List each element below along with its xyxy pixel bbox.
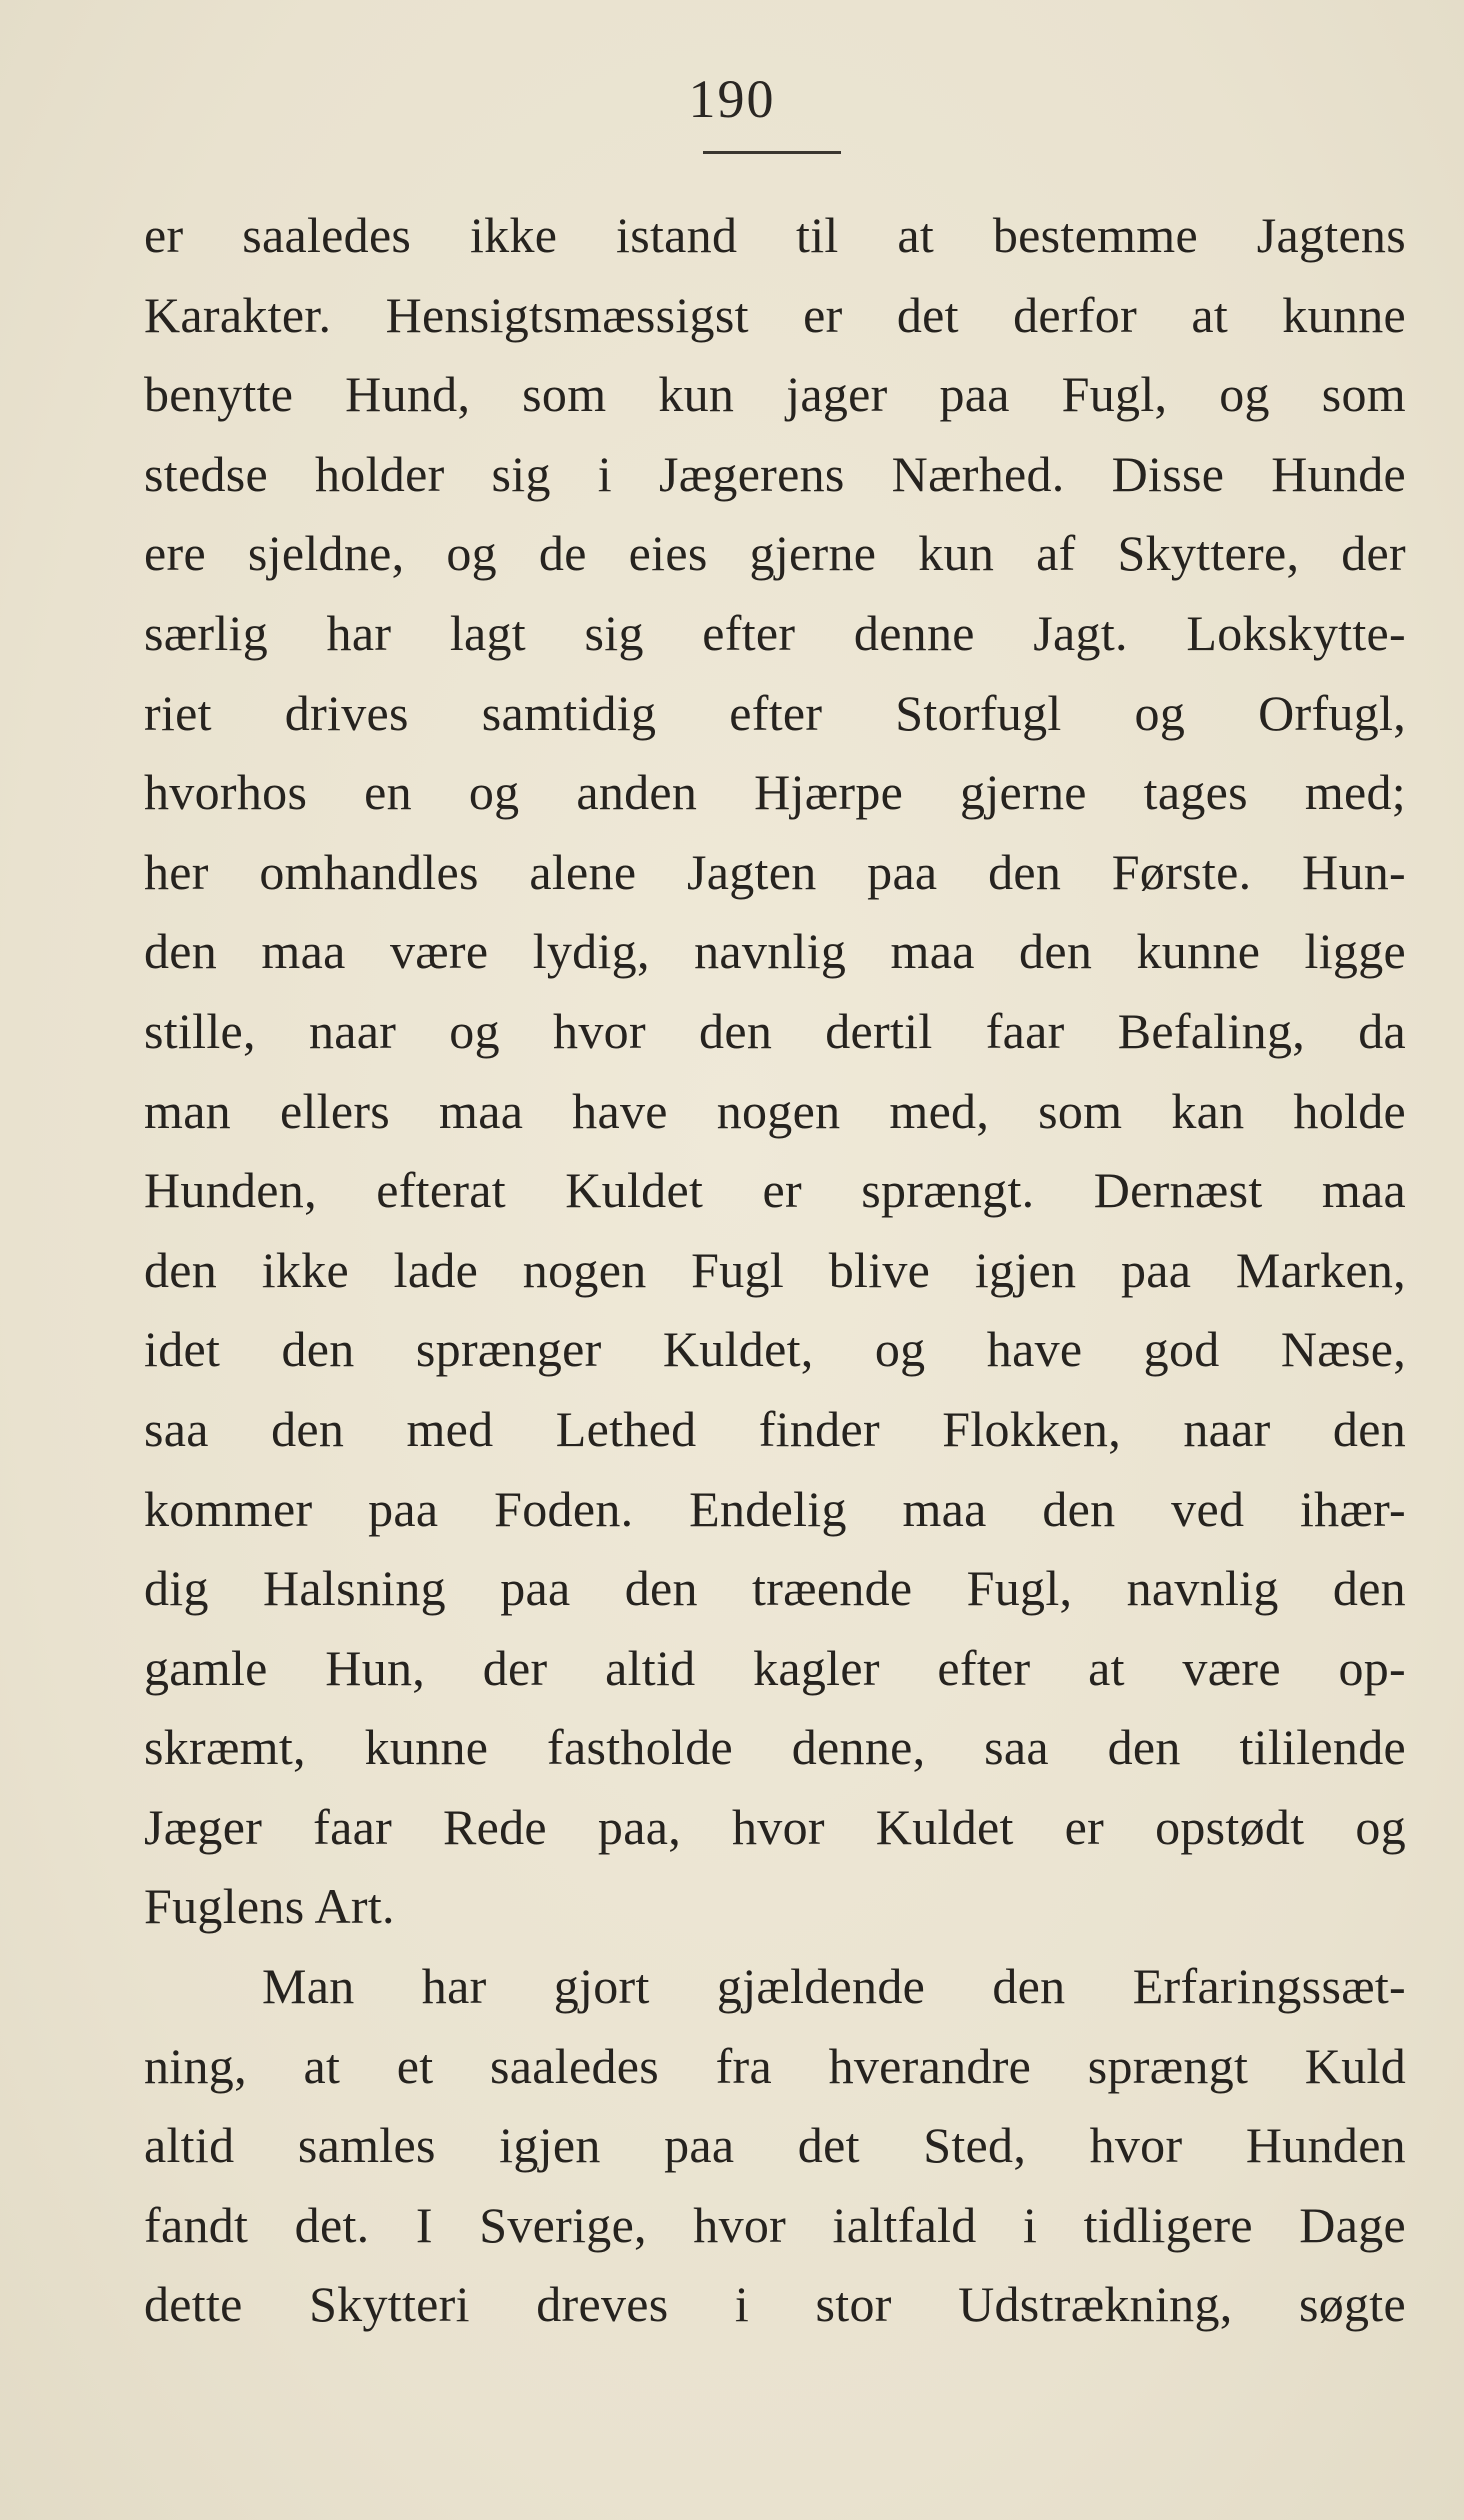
text-line: Hunden, efterat Kuldet er sprængt. Dernæst maa [144, 1162, 1406, 1219]
text-line-paragraph-start: Man har gjort gjældende den Erfaringssæt- [262, 1958, 1406, 2015]
text-line: idet den sprænger Kuldet, og have god Næse, [144, 1321, 1406, 1378]
text-line: skræmt, kunne fastholde denne, saa den tililende [144, 1719, 1406, 1776]
text-line: her omhandles alene Jagten paa den Første. Hun- [144, 843, 1406, 900]
text-line-paragraph-end: Fuglens Art. [144, 1878, 395, 1935]
text-line: riet drives samtidig efter Storfugl og Orfugl, [144, 684, 1406, 741]
text-line: dig Halsning paa den træende Fugl, navnlig den [144, 1560, 1406, 1617]
page-number-rule [703, 151, 841, 154]
text-line: fandt det. I Sverige, hvor ialtfald i tidligere Dage [144, 2196, 1406, 2253]
text-line: ning, at et saaledes fra hverandre sprængt Kuld [144, 2037, 1406, 2094]
text-line: dette Skytteri dreves i stor Udstrækning, søgte [144, 2276, 1406, 2333]
text-line: ere sjeldne, og de eies gjerne kun af Skyttere, der [144, 525, 1406, 582]
text-line: hvorhos en og anden Hjærpe gjerne tages med; [144, 764, 1406, 821]
text-line: stedse holder sig i Jægerens Nærhed. Disse Hunde [144, 445, 1406, 502]
text-line: stille, naar og hvor den dertil faar Befaling, da [144, 1002, 1406, 1059]
text-line: benytte Hund, som kun jager paa Fugl, og som [144, 366, 1406, 423]
text-line: saa den med Lethed finder Flokken, naar den [144, 1400, 1406, 1457]
body-text [144, 196, 1406, 2345]
text-line: den maa være lydig, navnlig maa den kunne ligge [144, 923, 1406, 980]
page-number: 190 [688, 69, 776, 129]
text-line: Karakter. Hensigtsmæssigst er det derfor at kunne [144, 286, 1406, 343]
text-line: den ikke lade nogen Fugl blive igjen paa Marken, [144, 1241, 1406, 1298]
text-line: særlig har lagt sig efter denne Jagt. Lokskytte- [144, 604, 1406, 661]
text-line: gamle Hun, der altid kagler efter at være op- [144, 1639, 1406, 1696]
text-line: er saaledes ikke istand til at bestemme Jagtens [144, 207, 1406, 263]
text-line: man ellers maa have nogen med, som kan holde [144, 1082, 1406, 1139]
text-line: Jæger faar Rede paa, hvor Kuldet er opstødt og [144, 1798, 1406, 1855]
text-line: altid samles igjen paa det Sted, hvor Hunden [144, 2117, 1406, 2174]
text-line: kommer paa Foden. Endelig maa den ved ihær- [144, 1480, 1406, 1537]
